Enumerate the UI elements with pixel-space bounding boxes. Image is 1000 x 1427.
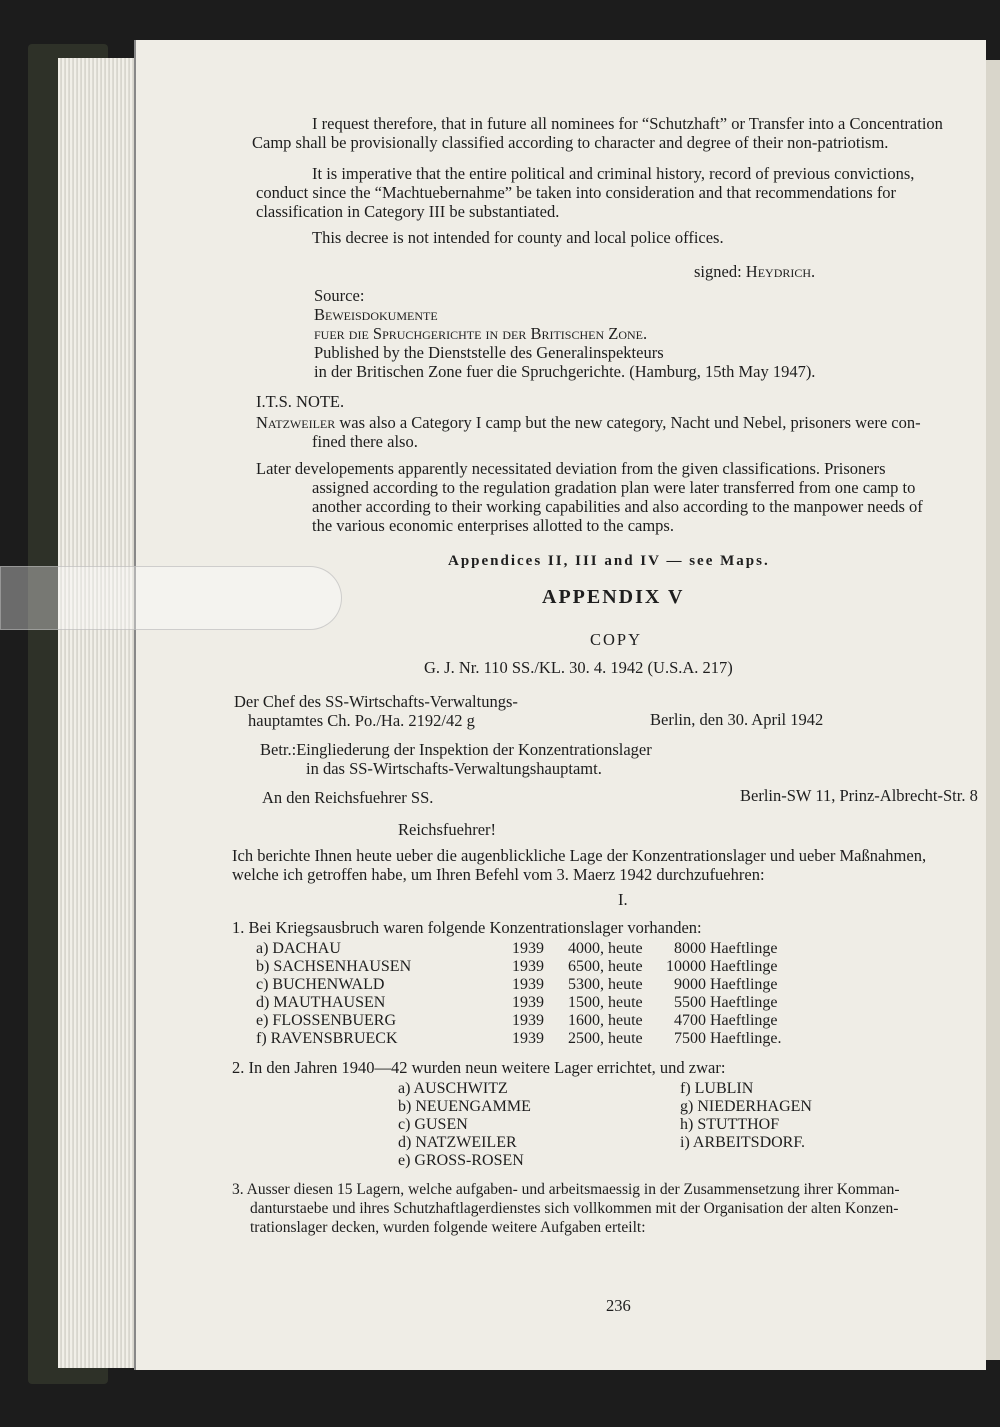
letter-sender: Der Chef des SS-Wirtschafts-Verwaltungs- hauptamtes Ch. Po./Ha. 2192/42 g (234, 692, 518, 730)
camp-start: 5300, heute (568, 976, 643, 993)
camp-end: 8000 Haeftlinge (674, 940, 778, 957)
page-edges (58, 58, 136, 1368)
camp-year: 1939 (512, 976, 544, 993)
camp-end: 7500 Haeftlinge. (674, 1030, 782, 1047)
reference-number: G. J. Nr. 110 SS./KL. 30. 4. 1942 (U.S.A. 217) (424, 658, 733, 677)
signature-line: signed: Heydrich. (694, 262, 816, 281)
camp-end: 10000 Haeftlinge (666, 958, 778, 975)
salutation: Reichsfuehrer! (398, 820, 497, 839)
list-item: a) AUSCHWITZ (398, 1080, 508, 1097)
section-number: I. (618, 890, 628, 909)
camp-year: 1939 (512, 940, 544, 957)
reading-ruler (0, 566, 342, 630)
camp-start: 1600, heute (568, 1012, 643, 1029)
its-note: I.T.S. NOTE. Natzweiler was also a Category I camp but the new category, Nacht und Nebel, prisoners were con- fined there also. Later developements apparently necessitated deviation from the given classifications. Prisoners assigned according to the regulation gradation plan were later transferred from one camp to another according to their working capabilities and also according to the manpower needs of the various economic enterprises allotted to the camps. (256, 392, 923, 535)
letter-date: Berlin, den 30. April 1942 (650, 710, 824, 729)
camp-start: 1500, heute (568, 994, 643, 1011)
camp-start: 6500, heute (568, 958, 643, 975)
camp-start: 4000, heute (568, 940, 643, 957)
item-3: 3. Ausser diesen 15 Lagern, welche aufgaben- und arbeitsmaessig in der Zusammensetzung ihrer Komman- danturstaebe und ihres Schutzhaftlagerdienstes sich vollkommen mit der Organisation der alten Konzen- trationslager decken, wurden folgende weitere Aufgaben erteilt: (232, 1181, 900, 1236)
book-page (134, 40, 986, 1370)
camp-year: 1939 (512, 994, 544, 1011)
appendix-title: APPENDIX V (542, 586, 685, 608)
letter-recipient: An den Reichsfuehrer SS. (262, 788, 434, 807)
table-row: e) FLOSSENBUERG (256, 1012, 397, 1029)
item-1: 1. Bei Kriegsausbruch waren folgende Konzentrationslager vorhanden: (232, 918, 702, 937)
camp-start: 2500, heute (568, 1030, 643, 1047)
paragraph-3: This decree is not intended for county and local police offices. (312, 228, 724, 247)
copy-label: COPY (590, 630, 643, 649)
letter-body: Ich berichte Ihnen heute ueber die augenblickliche Lage der Konzentrationslager und ueber Maßnahmen, welche ich getroffen habe, um Ihren Befehl vom 3. Maerz 1942 durchzufuehren: (232, 846, 927, 884)
camp-end: 4700 Haeftlinge (674, 1012, 778, 1029)
camp-end: 5500 Haeftlinge (674, 994, 778, 1011)
item-2: 2. In den Jahren 1940—42 wurden neun weitere Lager errichtet, und zwar: (232, 1058, 726, 1077)
list-item: c) GUSEN (398, 1116, 468, 1133)
table-row: b) SACHSENHAUSEN (256, 958, 412, 975)
list-item: h) STUTTHOF (680, 1116, 780, 1133)
list-item: g) NIEDERHAGEN (680, 1098, 812, 1115)
table-row: d) MAUTHAUSEN (256, 994, 386, 1011)
table-row: a) DACHAU (256, 940, 341, 957)
page-number: 236 (606, 1296, 631, 1315)
camp-end: 9000 Haeftlinge (674, 976, 778, 993)
camp-year: 1939 (512, 1030, 544, 1047)
letter-address: Berlin-SW 11, Prinz-Albrecht-Str. 8 (740, 786, 978, 805)
letter-subject: Betr.:Eingliederung der Inspektion der Konzentrationslager in das SS-Wirtschafts-Verwaltungshauptamt. (260, 740, 652, 778)
list-item: i) ARBEITSDORF. (680, 1134, 805, 1151)
table-row: c) BUCHENWALD (256, 976, 385, 993)
list-item: e) GROSS-ROSEN (398, 1152, 524, 1169)
list-item: d) NATZWEILER (398, 1134, 517, 1151)
source-block: Source: Beweisdokumente fuer die Spruchgerichte in der Britischen Zone. Published by the Dienststelle des Generalinspekteurs in der Britischen Zone fuer die Spruchgerichte. (Hamburg, 15th May 1947). (314, 286, 816, 381)
paragraph-2: It is imperative that the entire political and criminal history, record of previous convictions, conduct since the “Machtuebernahme” be taken into consideration and that recommendations for classification in Category III be substantiated. (256, 164, 915, 221)
list-item: b) NEUENGAMME (398, 1098, 531, 1115)
camp-year: 1939 (512, 1012, 544, 1029)
table-row: f) RAVENSBRUECK (256, 1030, 398, 1047)
appendices-note: Appendices II, III and IV — see Maps. (448, 553, 770, 569)
paragraph-1: I request therefore, that in future all nominees for “Schutzhaft” or Transfer into a Concentration Camp shall be provisionally classified according to character and degree of their non-patriotism. (252, 114, 943, 152)
camp-year: 1939 (512, 958, 544, 975)
list-item: f) LUBLIN (680, 1080, 754, 1097)
